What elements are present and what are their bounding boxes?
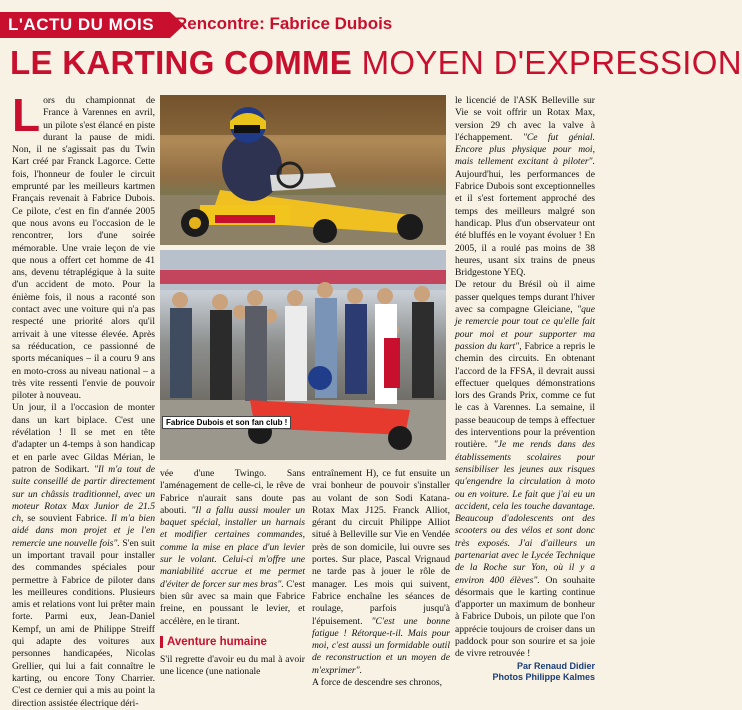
photo-caption: Fabrice Dubois et son fan club !	[162, 416, 291, 429]
col1-para1: ors du championnat de France à Varennes en avril, un pilote s'est élancé en piste durant la pause de midi. Non, il ne s'agissait pas du Twin Kart créé par Franck Lagorce. Cette fois, l'honneur de fouler le circuit emprunté par les meilleurs kartmen Français revenait à Fabrice Dubois. Ce pilote, c'est en fin d'année 2005 que nous avons eu l'occasion de le rencontrer, lors d'une soirée mémorable. Une vraie leçon de vie que nous a offert cet homme de 41 ans, devenu tétraplégique à la suite d'un accident de moto. Pour la énième fois, il nous a raconté son contact avec une voiture qui n'a pas respecté une priorité alors qu'il arrivait à une vitesse élevée. Après sa rééducation, ce passionné de sports mécaniques – il a couru 9 ans en moto-cross au niveau national – a très vite ressenti l'envie de pouvoir piloter à nouveau.	[12, 95, 155, 402]
col3-para1: entraînement H), ce fut ensuite un vrai bonheur de pouvoir s'installer au volant de son Sodi Katana-Rotax Max J125. Franck Alliot, gérant du circuit Philippe Alliot situé à Belleville sur Vie en Vendée près de son domicile, lui ouvre ses portes. Sur place, Pascal Vrignaud ne tarde pas à jouer le rôle de manager. Les mois qui suivent, Fabrice enchaîne les séances de roulage, parfois jusqu'à l'épuisement.	[312, 468, 450, 627]
col4-quote3: "Je me rends dans des établissements scolaires pour sensibiliser les jeunes aux risques qu'engendre la circulation à moto ou en voiture. Le fait que j'ai eu un accident, cela les touche davantage. Beaucoup d'adolescents ont des scooters ou des vélos et sont donc très exposés. J'ai d'ailleurs un partenariat avec le Lycée Technique de la Roche sur Yon, où il y a environ 400 élèves".	[455, 439, 595, 586]
col3-quote: "C'est une bonne fatigue ! Rétorque-t-il. Mais pour moi, c'est aussi un formidable outil de reconstruction et un moyen de m'exprimer".	[312, 615, 450, 676]
col1-para2c: S'en suit un important travail pour installer des commandes spéciales pour permettre à Fabrice de piloter dans les meilleures conditions. Plusieurs amis et relations vont lui prêter main forte. Parmi eux, Jean-Daniel Kempf, un ami de Philippe Streiff qui adapte des voitures aux personnes handicapées, Nicolas Grellier, qui lui a fait connaître le karting, ou encore Tony Charrier. C'est ce dernier qui a mis au point la direction assistée électrique déri-	[12, 537, 155, 709]
karting-photo	[160, 95, 446, 245]
col2-quote: "Il a fallu aussi mouler un baquet spécial, installer un harnais et modifier certaines commandes, comme la mise en place d'un levier sur le volant. Celui-ci m'offre une maniabilité accrue et me permet d'éviter de forcer sur mes bras".	[160, 504, 305, 590]
col4-para1: le licencié de l'ASK Belleville sur Vie se voit offrir un Rotax Max, version 29 ch avec la valve à l'échappement.	[455, 95, 595, 143]
col3-para2: A force de descendre ses chronos,	[312, 677, 442, 689]
col1-para2b: se souvient Fabrice.	[23, 513, 111, 525]
col4-para1b: Aujourd'hui, les performances de Fabrice Dubois sont exceptionnelles et il s'est fortement approché des temps des meilleurs malgré son handicap. Plus d'un observateur ont été bluffés en le voyant évoluer ! En 2005, il a roulé pas moins de 38 heures, usant six trains de pneus Bridgestone YEQ.	[455, 168, 595, 279]
col2-para2: S'il regrette d'avoir eu du mal à avoir une licence (une nationale	[160, 654, 305, 678]
author-credit: Par Renaud Didier	[516, 660, 595, 671]
article-kicker: Rencontre: Fabrice Dubois	[175, 14, 393, 33]
col4-para2c: On souhaite désormais que le karting continue d'apporter un maximum de bonheur à Fabrice Dubois, un pilote que l'on apprécie toujours de croiser dans un paddock pour son sourire et sa joie de vivre retrouvée !	[455, 574, 595, 660]
col4-quote2: "que je remercie pour tout ce qu'elle fait pour moi et pour supporter ma passion du kart",	[455, 304, 595, 352]
headline-bold: LE KARTING COMME	[10, 44, 353, 81]
headline-light: MOYEN D'EXPRESSION	[361, 44, 742, 81]
col1-para2a: Un jour, il a l'occasion de monter dans un kart biplace. C'est une révélation ! Il se met en tête d'adapter un 4-temps à son handicap et en parle avec Gildas Mérian, le patron de Sodikart.	[12, 402, 155, 475]
article-headline	[10, 44, 742, 82]
col4-quote1: "Ce fut génial. Encore plus physique pour moi, mais tellement excitant à piloter".	[455, 131, 595, 168]
column-3	[312, 468, 450, 689]
section-banner	[0, 12, 170, 38]
drop-cap: L	[12, 89, 41, 141]
kart-driver-illustration	[160, 95, 446, 245]
column-2	[160, 468, 306, 678]
column-1	[12, 89, 156, 709]
photo-credit: Photos Philippe Kalmes	[492, 671, 595, 682]
col2-para1b: C'est bien sûr avec sa main que Fabrice freine, en poussant le levier, et accélère, en le tirant.	[160, 578, 306, 627]
col2-para1: vée d'une Twingo. Sans l'aménagement de celle-ci, le rêve de Fabrice n'aurait sans doute pas abouti.	[160, 468, 305, 516]
column-4	[455, 95, 596, 682]
col4-para2b: Fabrice a repris le chemin des circuits. En obtenant l'accord de la FFSA, il devrait aussi effectuer quelques démonstrations lors des Grands Prix, comme ce fut le cas à Varennes. La semaine, il passe beaucoup de temps à effectuer des interventions pour la prévention routière.	[455, 340, 596, 451]
col4-para2: De retour du Brésil où il aime passer quelques temps durant l'hiver avec sa compagne Gleiciane,	[455, 279, 595, 316]
col1-quote2: Il m'a bien aidé dans mon projet et je l'en remercie une nouvelle fois".	[12, 513, 156, 549]
col1-quote1: "Il m'a tout de suite conseillé de partir directement sur un châssis traditionnel, avec un moteur Rotax Max Junior de 21.5 ch,	[12, 463, 156, 525]
section-label: L'ACTU DU MOIS	[8, 15, 155, 34]
subheading: Aventure humaine	[160, 636, 305, 648]
